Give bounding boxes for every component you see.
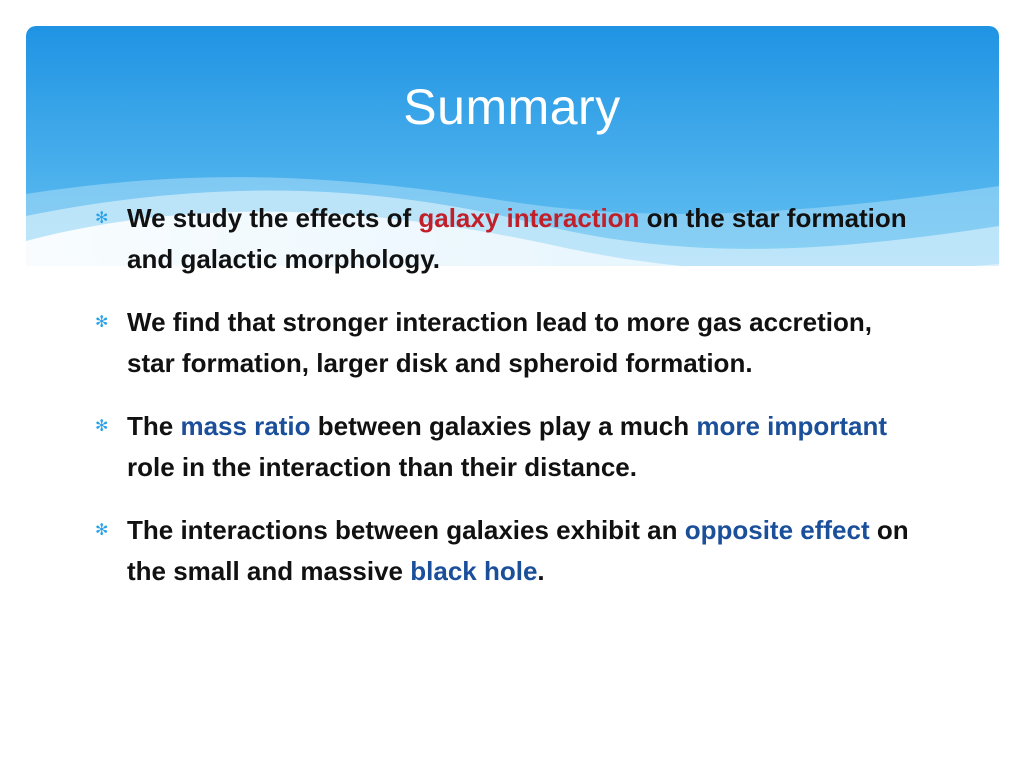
- bullet-text: We study the effects of: [127, 203, 419, 233]
- highlight-text: mass ratio: [180, 411, 311, 441]
- highlight-text: galaxy interaction: [418, 203, 640, 233]
- bullet-text: on the star formation and galactic morphology.: [127, 203, 907, 274]
- bullet-item: [95, 198, 925, 280]
- highlight-text: black hole: [410, 556, 538, 586]
- asterisk-bullet-icon: ✻: [95, 314, 109, 331]
- slide-title: Summary: [403, 79, 621, 135]
- highlight-text: more important: [696, 411, 888, 441]
- bullet-text: The interactions between galaxies exhibit an: [127, 515, 685, 545]
- bullet-text: The: [127, 411, 181, 441]
- bullet-text: between galaxies play a much: [310, 411, 697, 441]
- bullet-item: [95, 510, 925, 592]
- bullet-list: [95, 198, 925, 614]
- bullet-text: on the small and massive: [127, 515, 909, 586]
- asterisk-bullet-icon: ✻: [95, 522, 109, 539]
- bullet-item: [95, 302, 925, 384]
- bullet-text: role in the interaction than their distance.: [127, 452, 637, 482]
- highlight-text: opposite effect: [684, 515, 870, 545]
- asterisk-bullet-icon: ✻: [95, 210, 109, 227]
- bullet-text: We find that stronger interaction lead to more gas accretion, star formation, larger disk and spheroid formation.: [127, 307, 872, 378]
- bullet-text: .: [537, 556, 545, 586]
- asterisk-bullet-icon: ✻: [95, 418, 109, 435]
- bullet-item: [95, 406, 925, 488]
